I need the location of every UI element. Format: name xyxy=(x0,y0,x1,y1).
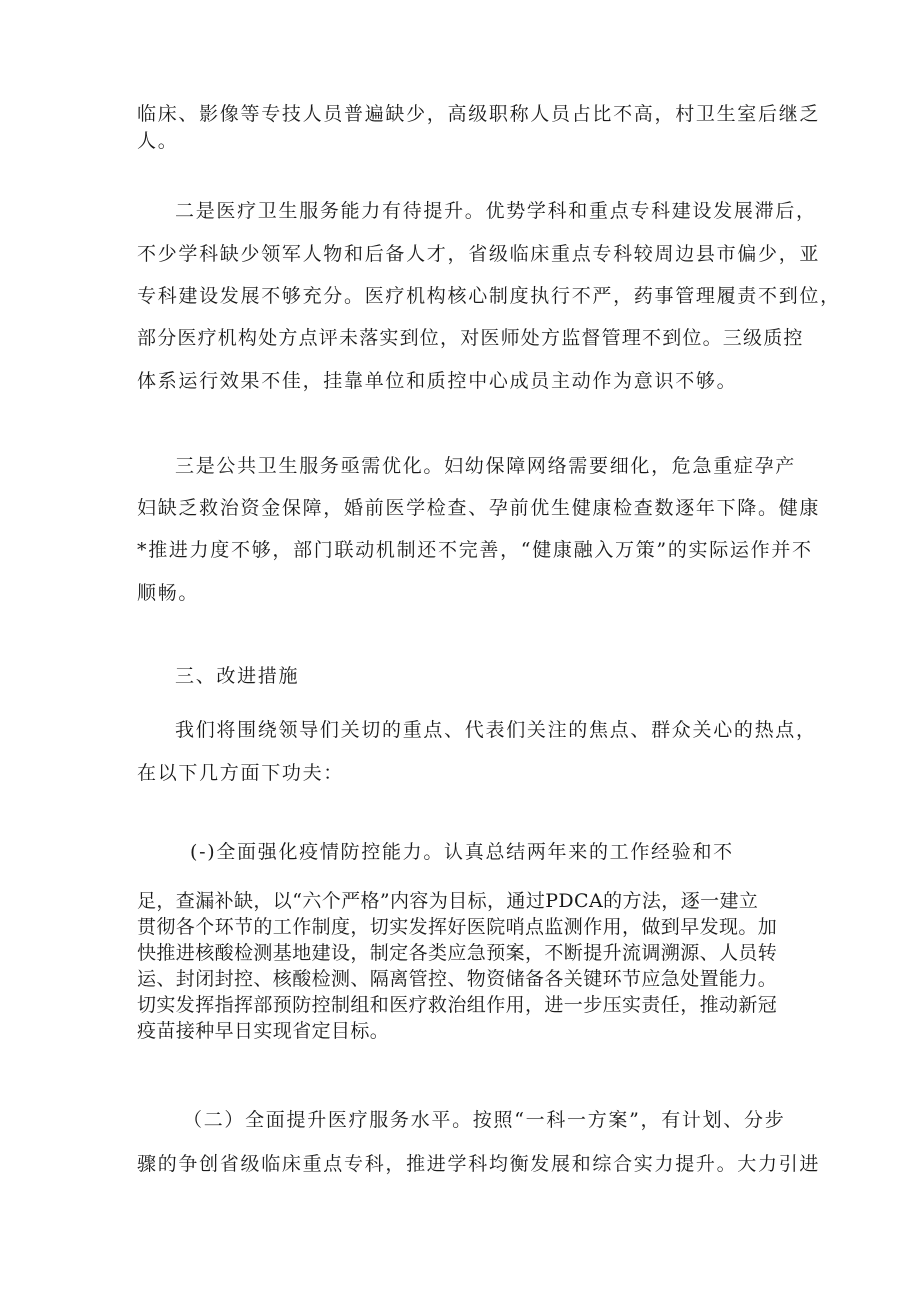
paragraph-line: 临床、影像等专技人员普遍缺少，高级职称人员占比不高，村卫生室后继乏 xyxy=(137,103,821,125)
paragraph-line: 二是医疗卫生服务能力有待提升。优势学科和重点专科建设发展滞后， xyxy=(175,200,817,222)
paragraph-line: 骤的争创省级临床重点专科，推进学科均衡发展和综合实力提升。大力引进 xyxy=(137,1153,821,1175)
paragraph-line: 足，查漏补缺，以“六个严格”内容为目标，通过PDCA的方法，逐一建立 xyxy=(137,890,759,912)
paragraph-line: 快推进核酸检测基地建设，制定各类应急预案，不断提升流调溯源、人员转 xyxy=(137,942,778,964)
paragraph-line: 我们将围绕领导们关切的重点、代表们关注的焦点、群众关心的热点， xyxy=(175,719,817,741)
paragraph-line: 不少学科缺少领军人物和后备人才，省级临床重点专科较周边县市偏少，亚 xyxy=(137,243,821,265)
paragraph-line: 人。 xyxy=(137,130,179,152)
paragraph-line: 三是公共卫生服务亟需优化。妇幼保障网络需要细化，危急重症孕产 xyxy=(175,455,797,477)
paragraph-line: 部分医疗机构处方点评未落实到位，对医师处方监督管理不到位。三级质控 xyxy=(137,327,804,349)
subsection-heading: （二）全面提升医疗服务水平。按照“一科一方案”，有计划、分步 xyxy=(183,1109,786,1131)
paragraph-line: 顺畅。 xyxy=(137,582,200,604)
paragraph-line: 妇缺乏救治资金保障，婚前医学检查、孕前优生健康检查数逐年下降。健康 xyxy=(137,497,821,519)
paragraph-line: *推进力度不够，部门联动机制还不完善，“健康融入万策”的实际运作并不 xyxy=(137,539,813,561)
section-heading: 三、改进措施 xyxy=(175,665,300,687)
paragraph-line: 贯彻各个环节的工作制度，切实发挥好医院哨点监测作用，做到早发现。加 xyxy=(137,916,778,938)
paragraph-line: 运、封闭封控、核酸检测、隔离管控、物资储备各关键环节应急处置能力。 xyxy=(137,968,778,990)
paragraph-line: 体系运行效果不佳，挂靠单位和质控中心成员主动作为意识不够。 xyxy=(137,370,738,392)
paragraph-line: 疫苗接种早日实现省定目标。 xyxy=(137,1020,390,1042)
paragraph-line: 在以下几方面下功夫： xyxy=(137,762,345,784)
paragraph-line: 切实发挥指挥部预防控制组和医疗救治组作用，进一步压实责任，推动新冠 xyxy=(137,994,778,1016)
subsection-heading: (-)全面强化疫情防控能力。认真总结两年来的工作经验和不 xyxy=(190,841,734,863)
paragraph-line: 专科建设发展不够充分。医疗机构核心制度执行不严，药事管理履责不到位， xyxy=(137,285,841,307)
